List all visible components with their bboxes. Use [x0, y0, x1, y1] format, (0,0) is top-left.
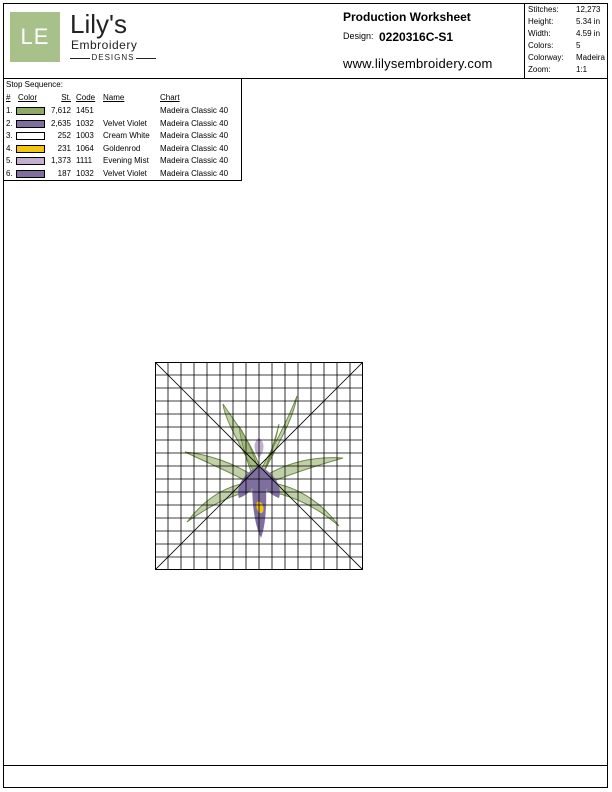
stat-label: Height:: [528, 17, 554, 26]
row-name: Evening Mist: [103, 156, 149, 166]
embroidery-preview: [155, 362, 363, 570]
row-stitches: 187: [57, 169, 71, 178]
header-code: Code: [76, 93, 96, 102]
row-code: 1111: [76, 156, 93, 166]
stat-label: Zoom:: [528, 65, 551, 74]
footer-divider: [3, 765, 608, 766]
color-swatch: [16, 120, 45, 128]
logo-monogram: LE: [10, 12, 60, 62]
stat-label: Colors:: [528, 41, 554, 50]
header-stitches: St.: [61, 93, 71, 102]
row-stitches: 2,635: [50, 118, 71, 128]
row-num: 2.: [6, 118, 13, 128]
row-stitches: 1,373: [50, 156, 71, 166]
row-name: Cream White: [103, 131, 150, 141]
stat-value: 5.34 in: [576, 17, 601, 26]
table-row: [3, 169, 242, 182]
row-num: 6.: [6, 169, 13, 178]
row-chart: Madeira Classic 40: [160, 106, 229, 115]
table-header: [3, 93, 242, 106]
color-swatch: [16, 145, 45, 153]
row-stitches: 7,612: [50, 106, 71, 115]
row-code: 1064: [76, 143, 94, 153]
stat-value: 1:1: [576, 65, 588, 74]
color-swatch: [16, 132, 45, 140]
header-chart: Chart: [160, 93, 180, 102]
row-chart: Madeira Classic 40: [160, 169, 229, 178]
stat-label: Stitches:: [528, 5, 559, 14]
page-title: Production Worksheet: [343, 10, 471, 24]
row-stitches: 231: [57, 143, 71, 153]
color-swatch: [16, 170, 45, 178]
stat-value: Madeira: [576, 53, 605, 62]
stop-sequence-title: Stop Sequence:: [6, 80, 63, 89]
website-link[interactable]: www.lilysembroidery.com: [343, 56, 493, 71]
design-id: 0220316C-S1: [379, 30, 454, 44]
row-code: 1003: [76, 131, 94, 141]
color-swatch: [16, 157, 45, 165]
color-swatch: [16, 107, 45, 115]
stat-value: 12,273: [576, 5, 601, 14]
table-row: [3, 131, 242, 144]
row-num: 4.: [6, 143, 13, 153]
stat-label: Colorway:: [528, 53, 564, 62]
row-name: Velvet Violet: [103, 118, 147, 128]
stats-panel: [524, 3, 609, 78]
design-label: Design:: [343, 31, 374, 41]
row-chart: Madeira Classic 40: [160, 131, 229, 141]
stat-value: 4.59 in: [576, 29, 601, 38]
logo-designs: DESIGNS: [70, 53, 156, 62]
row-code: 1032: [76, 169, 94, 178]
logo-name: Lily's: [70, 9, 127, 39]
stop-sequence-table: [3, 78, 242, 181]
header-name: Name: [103, 93, 125, 102]
header-num: #: [6, 93, 11, 102]
logo-subtitle: Embroidery: [71, 38, 138, 52]
table-row: [3, 156, 242, 169]
row-chart: Madeira Classic 40: [160, 156, 229, 166]
row-code: 1451: [76, 106, 94, 115]
row-stitches: 252: [57, 131, 71, 141]
row-num: 5.: [6, 156, 13, 166]
header-color: Color: [18, 93, 38, 102]
row-name: Velvet Violet: [103, 169, 147, 178]
row-name: Goldenrod: [103, 143, 141, 153]
table-row: [3, 106, 242, 119]
row-num: 3.: [6, 131, 13, 141]
row-num: 1.: [6, 106, 13, 115]
row-chart: Madeira Classic 40: [160, 118, 229, 128]
table-row: [3, 144, 242, 157]
row-code: 1032: [76, 118, 94, 128]
stat-label: Width:: [528, 29, 551, 38]
stat-value: 5: [576, 41, 581, 50]
table-row: [3, 119, 242, 132]
row-chart: Madeira Classic 40: [160, 143, 229, 153]
